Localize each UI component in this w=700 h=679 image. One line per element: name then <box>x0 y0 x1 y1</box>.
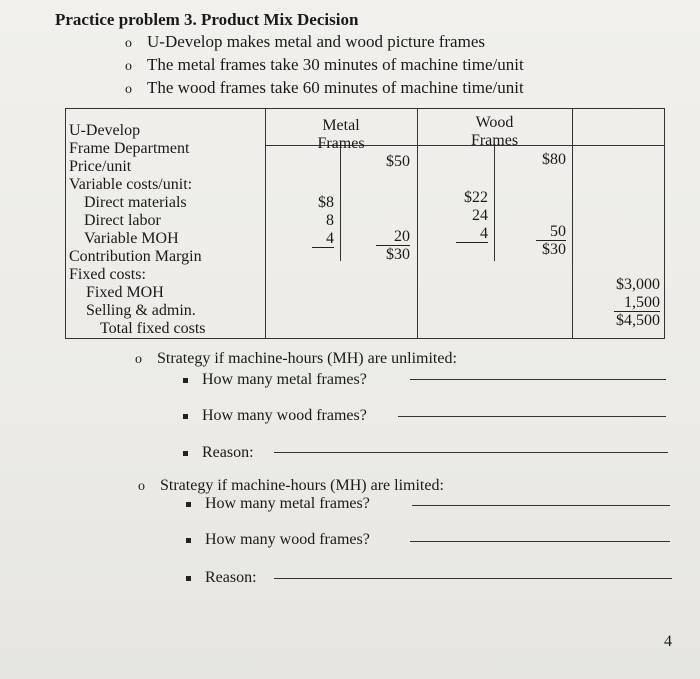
wood-header: Frames <box>470 132 519 149</box>
inner-divider <box>494 145 495 261</box>
row-label: Frame Department <box>69 140 190 157</box>
row-label: Contribution Margin <box>69 248 202 265</box>
metal-direct-labor: 8 <box>326 212 334 229</box>
unlimited-heading: o Strategy if machine-hours (MH) are unlimited: <box>135 350 457 367</box>
answer-blank[interactable] <box>274 578 672 579</box>
square-bullet-icon <box>186 576 191 581</box>
page-number: 4 <box>664 633 672 650</box>
hollow-bullet-icon: o <box>125 36 132 51</box>
row-label: Total fixed costs <box>100 320 206 337</box>
wood-contribution-margin: $30 <box>542 241 566 258</box>
intro-item: o U-Develop makes metal and wood picture frames <box>125 32 485 51</box>
hollow-bullet-icon: o <box>125 59 132 74</box>
wood-direct-labor: 24 <box>472 207 488 224</box>
unlimited-reason: Reason: <box>183 444 254 462</box>
metal-direct-materials: $8 <box>318 194 334 211</box>
hollow-bullet-icon: o <box>125 82 132 97</box>
limited-reason: Reason: <box>186 569 257 587</box>
selling-admin: 1,500 <box>614 294 660 312</box>
wood-variable-total: 50 <box>536 223 566 241</box>
page-title: Practice problem 3. Product Mix Decision <box>55 10 359 29</box>
wood-header: Wood <box>475 114 514 131</box>
wood-price: $80 <box>542 151 566 168</box>
answer-blank[interactable] <box>410 379 666 380</box>
metal-price: $50 <box>386 153 410 170</box>
intro-item: o The wood frames take 60 minutes of machine time/unit <box>125 78 524 97</box>
answer-blank[interactable] <box>274 452 668 453</box>
row-label: Variable costs/unit: <box>69 176 193 193</box>
row-label: Fixed costs: <box>69 266 146 283</box>
row-label: Direct materials <box>84 194 187 211</box>
unlimited-q-wood: How many wood frames? <box>183 407 367 425</box>
row-label: Fixed MOH <box>86 284 164 301</box>
intro-list <box>125 32 524 101</box>
wood-variable-moh: 4 <box>456 225 488 243</box>
total-fixed-costs: $4,500 <box>616 312 660 329</box>
metal-header: Metal <box>322 117 360 134</box>
metal-header: Frames <box>317 135 365 152</box>
answer-blank[interactable] <box>412 505 670 506</box>
metal-variable-total: 20 <box>376 228 410 246</box>
metal-contribution-margin: $30 <box>386 246 410 263</box>
fixed-moh: $3,000 <box>616 276 660 293</box>
column-divider <box>572 109 573 338</box>
cost-table <box>65 108 665 339</box>
answer-blank[interactable] <box>398 416 666 417</box>
row-label: Selling & admin. <box>86 302 196 319</box>
limited-heading: o Strategy if machine-hours (MH) are limited: <box>138 477 444 494</box>
unlimited-q-metal: How many metal frames? <box>183 371 367 389</box>
row-label: Direct labor <box>84 212 161 229</box>
intro-item: o The metal frames take 30 minutes of machine time/unit <box>125 55 524 74</box>
row-label: U-Develop <box>69 122 141 139</box>
square-bullet-icon <box>186 502 191 507</box>
metal-variable-moh: 4 <box>312 230 334 248</box>
limited-q-metal: How many metal frames? <box>186 495 370 513</box>
square-bullet-icon <box>183 378 188 383</box>
square-bullet-icon <box>183 414 188 419</box>
row-label: Price/unit <box>69 158 132 175</box>
answer-blank[interactable] <box>410 541 670 542</box>
hollow-bullet-icon: o <box>138 479 145 494</box>
inner-divider <box>340 145 341 261</box>
hollow-bullet-icon: o <box>135 352 142 367</box>
square-bullet-icon <box>186 538 191 543</box>
row-label: Variable MOH <box>84 230 179 247</box>
limited-q-wood: How many wood frames? <box>186 531 370 549</box>
square-bullet-icon <box>183 451 188 456</box>
wood-direct-materials: $22 <box>464 189 488 206</box>
